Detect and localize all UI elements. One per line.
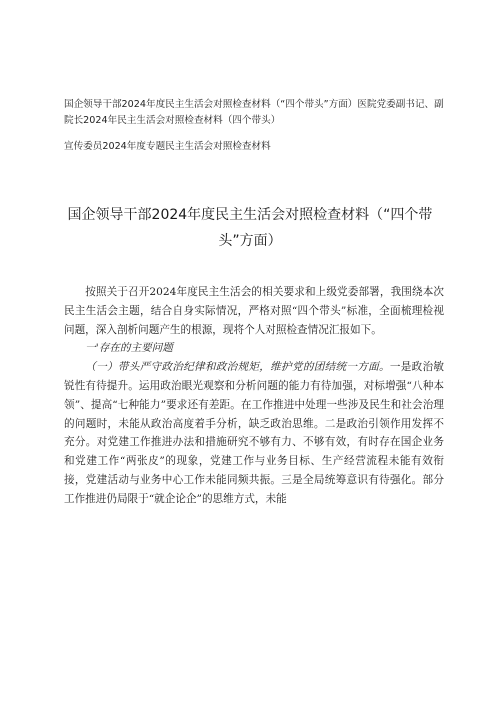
document-body (64, 283, 444, 509)
subsection-heading: （一）带头严守政治纪律和政治规矩，维护党的团结统一方面。 (85, 361, 390, 374)
intro-paragraph: 按照关于召开2024年度民主生活会的相关要求和上级党委部署，我围绕本次民主生活会主题，结合自身实际情况，严格对照“四个带头”标准，全面梳理检视问题，深入剖析问题产生的根源，现将个人对照检查情况汇报如下。 (64, 286, 444, 336)
toc-entry-2[interactable]: 宣传委员2024年度专题民主生活会对照检查材料 (64, 141, 271, 152)
section-heading: 一'存在的主要问题 (85, 342, 173, 355)
document-title: 国企领导干部2024年度民主生活会对照检查材料（“四个带头”方面） (67, 207, 433, 249)
table-of-contents (64, 97, 444, 155)
toc-entry-1[interactable]: 国企领导干部2024年度民主生活会对照检查材料（“四个带头”方面）医院党委副书记、副院长2024年民主生活会对照检查材料（四个带头） (64, 99, 444, 126)
subsection-paragraph (64, 358, 444, 508)
body-paragraph: 一是政治敏锐性有待提升。运用政治眼光观察和分析问题的能力有待加强，对标增强“八种本领”、提高“七种能力”要求还有差距。在工作推进中处理一些涉及民生和社会治理的问题时，未能从政治高度着手分析，缺乏政治思维。二是政治引领作用发挥不充分。对党建工作推进办法和措施研究不够有力、不够有效，有时存在国企业务和党建工作“两张皮”的现象，党建工作与业务目标、生产经营流程未能有效衔接，党建活动与业务中心工作未能同频共振。三是全局统筹意识有待强化。部分工作推进仍局限于“就企论企”的思维方式，未能 (64, 361, 445, 505)
